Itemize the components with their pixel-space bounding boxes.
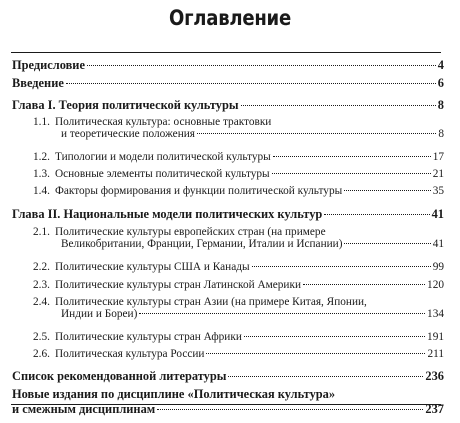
toc-section-number: 1.3.	[33, 168, 50, 180]
dot-leader	[206, 353, 425, 354]
toc-entry-title-continued: и теоретические положения	[61, 128, 195, 140]
dot-leader	[273, 156, 431, 157]
dot-leader	[66, 83, 436, 84]
toc-entry-title: Новые издания по дисциплине «Политическая культура»	[12, 387, 336, 401]
toc-page-number: 41	[432, 238, 444, 250]
toc-page-number: 237	[425, 402, 444, 416]
toc-entry-title-continued: и смежным дисциплинам	[12, 402, 156, 416]
toc-entry-title: Политические культуры США и Канады	[54, 261, 250, 273]
toc-entry-chapter-2[interactable]	[12, 207, 444, 226]
toc-entry-title: Политические культуры стран Азии (на примере Китая, Японии,	[54, 296, 367, 308]
dot-leader	[303, 284, 425, 285]
toc-entry-new-editions[interactable]	[12, 387, 444, 423]
dot-leader	[157, 409, 423, 410]
toc-entry-title: Глава II. Национальные модели политических культур	[12, 207, 323, 221]
toc-page-number: 99	[432, 261, 444, 273]
toc-section-number: 2.1.	[33, 226, 50, 238]
toc-entry-section-1-4[interactable]	[12, 185, 444, 207]
toc-entry-title: Типологии и модели политической культуры	[54, 151, 271, 163]
toc-page-number: 134	[427, 308, 444, 320]
toc-page-number: 41	[431, 207, 444, 221]
toc-entry-section-1-1[interactable]	[12, 116, 444, 151]
toc-entry-section-1-3[interactable]	[12, 168, 444, 185]
toc-entry-section-2-5[interactable]	[12, 331, 444, 348]
toc-entry-preface[interactable]	[12, 58, 444, 76]
toc-page-number: 191	[427, 331, 444, 343]
toc-entry-section-1-2[interactable]	[12, 151, 444, 168]
toc-entry-section-2-3[interactable]	[12, 279, 444, 296]
toc-entry-section-2-4[interactable]	[12, 296, 444, 331]
top-rule	[11, 52, 441, 53]
toc-page-number: 236	[425, 369, 444, 383]
toc-page-number: 21	[432, 168, 444, 180]
toc-entry-title-continued: Индии и Бореи)	[61, 308, 138, 320]
dot-leader	[344, 190, 431, 191]
toc-entry-title-continued: Великобритании, Франции, Германии, Италии и Испании)	[61, 238, 343, 250]
toc-entry-title: Политическая культура России	[54, 348, 205, 360]
toc-entry-title: Глава I. Теория политической культуры	[12, 98, 239, 112]
dot-leader	[228, 376, 423, 377]
toc-entry-title: Основные элементы политической культуры	[54, 168, 270, 180]
toc-entry-title: Список рекомендованной литературы	[12, 369, 227, 383]
toc-page-number: 211	[427, 348, 444, 360]
toc-entry-title: Введение	[12, 76, 64, 90]
toc-entry-recommended-literature[interactable]	[12, 369, 444, 387]
toc-entry-title: Политические культуры стран Латинской Америки	[54, 279, 302, 291]
toc-entry-section-2-6[interactable]	[12, 348, 444, 369]
toc-entry-introduction[interactable]	[12, 76, 444, 98]
toc-section-number: 2.4.	[33, 296, 50, 308]
toc-entry-title: Предисловие	[12, 58, 85, 72]
toc-entry-section-2-2[interactable]	[12, 261, 444, 279]
dot-leader	[139, 313, 425, 314]
toc-section-number: 2.5.	[33, 331, 50, 343]
toc-section-number: 1.2.	[33, 151, 50, 163]
toc-entry-chapter-1[interactable]	[12, 98, 444, 116]
toc-list	[12, 58, 444, 423]
toc-page-number: 6	[437, 76, 444, 90]
page-title: Оглавление	[169, 6, 291, 30]
toc-entry-title: Факторы формирования и функции политической культуры	[54, 185, 343, 197]
dot-leader	[344, 243, 430, 244]
dot-leader	[197, 133, 436, 134]
dot-leader	[324, 214, 429, 215]
toc-page-number: 4	[437, 58, 444, 72]
toc-entry-title: Политические культуры стран Африки	[54, 331, 242, 343]
toc-entry-title: Политические культуры европейских стран (на примере	[54, 226, 326, 238]
toc-entry-title: Политическая культура: основные трактовки	[54, 116, 272, 128]
toc-page-number: 35	[432, 185, 444, 197]
dot-leader	[87, 65, 436, 66]
toc-entry-section-2-1[interactable]	[12, 226, 444, 261]
toc-section-number: 2.3.	[33, 279, 50, 291]
dot-leader	[244, 336, 425, 337]
toc-page-number: 8	[437, 98, 444, 112]
toc-section-number: 1.1.	[33, 116, 50, 128]
dot-leader	[272, 173, 431, 174]
toc-page-number: 8	[438, 128, 444, 140]
toc-section-number: 2.6.	[33, 348, 50, 360]
toc-page-number: 17	[432, 151, 444, 163]
toc-section-number: 2.2.	[33, 261, 50, 273]
toc-page-number: 120	[427, 279, 444, 291]
toc-section-number: 1.4.	[33, 185, 50, 197]
dot-leader	[252, 266, 431, 267]
dot-leader	[241, 105, 436, 106]
